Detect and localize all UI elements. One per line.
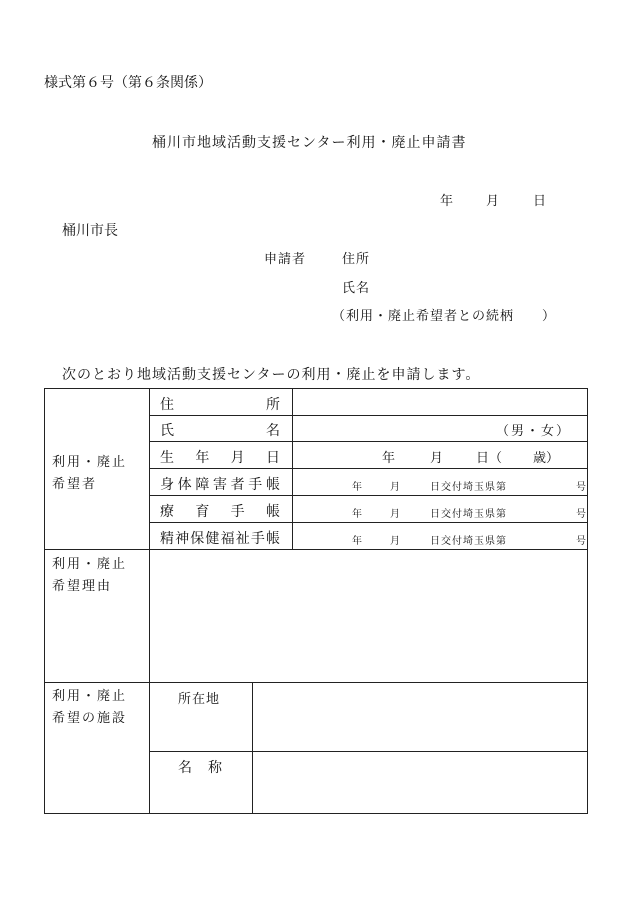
- reason-field[interactable]: [150, 550, 586, 682]
- address-field[interactable]: [293, 389, 586, 415]
- row-label-name: 氏 名: [160, 423, 280, 439]
- applicant-address-label: 住所: [342, 252, 371, 267]
- date-year-label: 年: [440, 194, 454, 209]
- page-title: 桶川市地域活動支援センター利用・廃止申請書: [152, 135, 467, 151]
- row-label-mental-handbook: 精 神 保 健 福 祉 手 帳: [160, 531, 280, 547]
- birth-month-label: 月: [430, 451, 444, 466]
- facility-name-field[interactable]: [253, 752, 586, 813]
- applicant-relation: （利用・廃止希望者との続柄 ）: [332, 309, 557, 324]
- birth-age-label: 歳）: [533, 451, 560, 466]
- birth-day-label: 日（: [476, 451, 503, 466]
- date-day-label: 日: [533, 194, 547, 209]
- facility-location-field[interactable]: [253, 683, 586, 751]
- row-label-rehab-handbook: 療 育 手 帳: [160, 504, 280, 520]
- date-month-label: 月: [486, 194, 500, 209]
- row-label-address: 住 所: [160, 397, 280, 413]
- applicant-label: 申請者: [264, 252, 307, 267]
- birth-year-label: 年: [382, 451, 396, 466]
- facility-name-label: 名 称: [178, 760, 222, 776]
- form-number: 様式第６号（第６条関係）: [44, 75, 212, 91]
- facility-section-label: 利用・廃止 希望の施設: [52, 689, 128, 726]
- addressee: 桶川市長: [62, 223, 118, 239]
- reason-section-label: 利用・廃止 希望理由: [52, 557, 128, 594]
- facility-location-label: 所在地: [178, 692, 221, 707]
- intro-text: 次のとおり地域活動支援センターの利用・廃止を申請します。: [62, 367, 481, 383]
- row-label-birthdate: 生 年 月 日: [160, 450, 280, 466]
- person-section-label: 利用・廃止 希望者: [52, 455, 128, 492]
- row-label-physical-handbook: 身 体 障 害 者 手 帳: [160, 477, 280, 493]
- gender-option: （男・女）: [496, 424, 572, 439]
- applicant-name-label: 氏名: [342, 281, 371, 296]
